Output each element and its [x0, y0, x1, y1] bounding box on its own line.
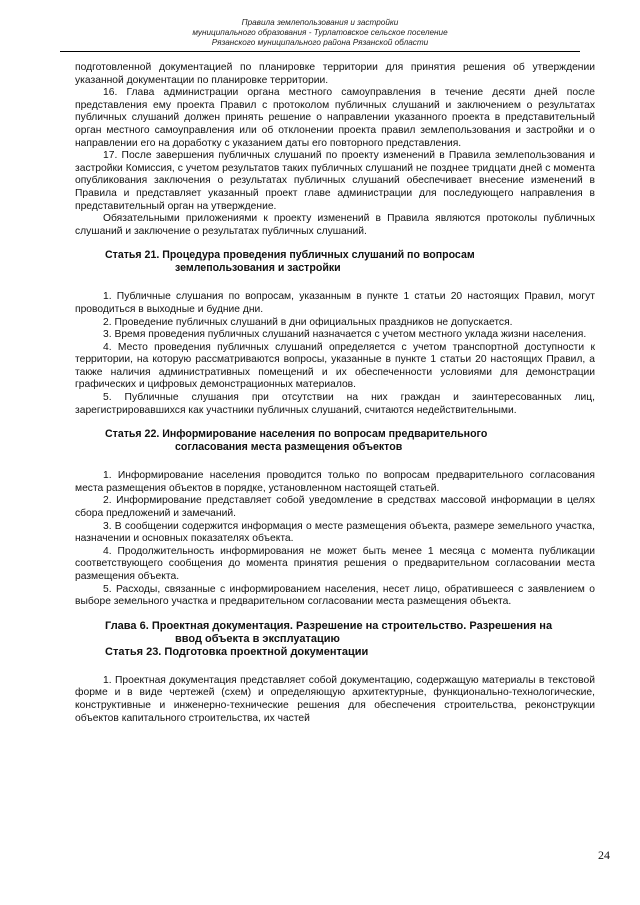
paragraph: 1. Проектная документация представляет собой документацию, содержащую материалы в текстовой форме и в виде чертежей (схем) и определяющую архитектурные, функционально-технологические, конструктивные и инженерно-технические решения для обеспечения строительства, реконструкции объектов капитального строительства, их частей [75, 674, 595, 724]
document-body [75, 62, 595, 725]
article-23-heading: Статья 23. Подготовка проектной документации [105, 645, 369, 658]
paragraph: подготовленной документацией по планировке территории для принятия решения об утверждении указанной документации по планировке территории. [75, 62, 595, 86]
paragraph: Обязательными приложениями к проекту изменений в Правила являются протоколы публичных слушаний и заключение о результатах публичных слушаний. [75, 213, 595, 237]
paragraph: 2. Информирование представляет собой уведомление в средствах массовой информации в целях сбора предложений и замечаний. [75, 495, 595, 520]
heading-line: согласования места размещения объектов [175, 441, 403, 454]
paragraph: 3. Время проведения публичных слушаний назначается с учетом местного уклада жизни населения. [103, 329, 587, 341]
paragraph: 2. Проведение публичных слушаний в дни официальных праздников не допускается. [103, 316, 513, 328]
header-line-2: муниципального образования - Турлатовское сельское поселение [192, 28, 448, 38]
chapter-6-heading [75, 620, 595, 646]
paragraph: 4. Продолжительность информирования не может быть менее 1 месяца с момента публикации соответствующего сообщения до момента принятия решения о предварительном согласовании места размещения объекта. [75, 545, 595, 582]
header-divider [60, 51, 580, 52]
header-line-3: Рязанского муниципального района Рязанской области [211, 38, 429, 48]
paragraph: 3. В сообщении содержится информация о месте размещения объекта, размере земельного участка, назначении и основных показателях объекта. [75, 520, 595, 545]
article-22-heading [75, 428, 595, 454]
heading-line: Глава 6. Проектная документация. Разрешение на строительство. Разрешения на [105, 619, 553, 632]
paragraph: 16. Глава администрации органа местного самоуправления в течение десяти дней после представления ему проекта Правил с протоколом публичных слушаний и заключением о результатах публичных слушаний должен принять решение о направлении указанного проекта в представительный орган местного самоуправления или об отклонении проекта правил землепользования и застройки и о направлении его на доработку с указанием даты его повторного представления. [75, 87, 595, 149]
paragraph: 5. Расходы, связанные с информированием населения, несет лицо, обратившееся с заявлением о выборе земельного участка и предварительном согласовании места размещения объекта. [75, 583, 595, 608]
header-line-1: Правила землепользования и застройки [241, 18, 399, 27]
running-header [60, 18, 580, 49]
paragraph: 5. Публичные слушания при отсутствии на них граждан и заинтересованных лиц, зарегистрировавшихся как участники публичных слушаний, считаются недействительными. [75, 392, 595, 416]
heading-line: Статья 22. Информирование населения по вопросам предварительного [105, 428, 488, 441]
paragraph: 17. После завершения публичных слушаний по проекту изменений в Правила землепользования и застройки Комиссия, с учетом результатов таких публичных слушаний не позднее тридцати дней с момента опубликования заключения о результатах публичных слушаний обеспечивает внесение изменений в Правила и представляет указанный проект главе администрации для последующего направления в представительный орган на утверждение. [75, 150, 595, 212]
heading-line: Статья 21. Процедура проведения публичных слушаний по вопросам [105, 249, 475, 262]
paragraph: 1. Информирование населения проводится только по вопросам предварительного согласования места размещения объектов в порядке, установленном настоящей статьей. [75, 470, 595, 494]
heading-line: ввод объекта в эксплуатацию [175, 632, 340, 645]
heading-line: землепользования и застройки [175, 262, 341, 275]
page-number: 24 [598, 848, 610, 862]
paragraph: 1. Публичные слушания по вопросам, указанным в пункте 1 статьи 20 настоящих Правил, могут проводиться в выходные и будние дни. [75, 291, 595, 315]
article-21-heading [75, 249, 595, 275]
paragraph: 4. Место проведения публичных слушаний определяется с учетом транспортной доступности к территории, на которую рассматриваются вопросы, указанные в пункте 1 статьи 20 настоящих Правил, а также наличия административных помещений и их обеспеченности условиями для демонстрации графических и цифровых демонстрационных материалов. [75, 341, 595, 391]
